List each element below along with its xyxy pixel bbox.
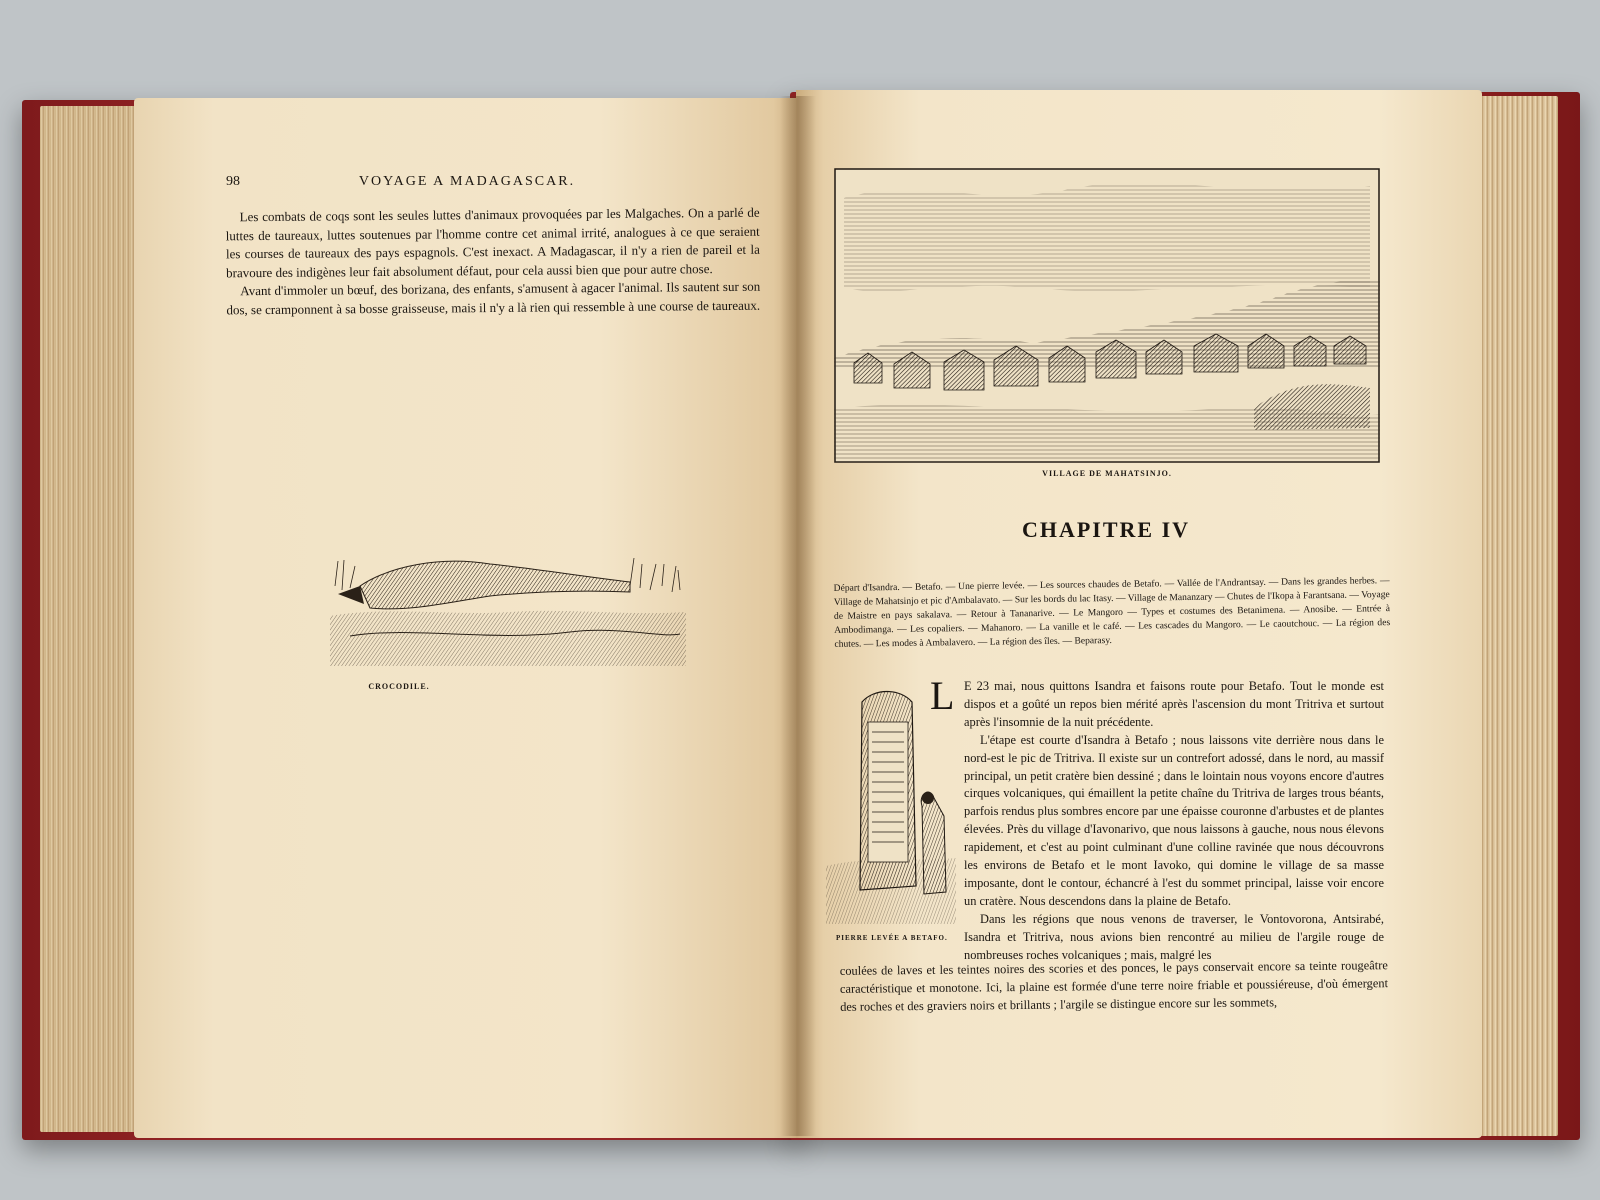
paragraph: coulées de laves et les teintes noires des scories et des ponces, le pays conservait encore sa teinte rougeâtre caractéristique et monotone. Ici, la plaine est formée d'une terre noire friable et poussiéreuse, d'où émergent des roches et des graviers noirs et brillants ; l'argile se distingue encore sur les sommets, [839,958,1389,1014]
running-head-title: VOYAGE A MADAGASCAR. [358,174,576,189]
running-head [134,174,800,194]
chapter-body-text-continued [840,957,1389,1016]
left-page [134,98,800,1138]
page-number: 98 [226,174,240,189]
paragraph: Avant d'immoler un bœuf, des borizana, des enfants, s'amusent à agacer l'animal. Ils sautent sur son dos, se cramponnent à sa bosse graisseuse, mais il n'y a là rien qui ressemble à une course de taureaux. [226,279,761,318]
village-illustration [834,168,1380,463]
paragraph: E 23 mai, nous quittons Isandra et faisons route pour Betafo. Tout le monde est dispos et a goûté un repos bien mérité après l'ascension du mont Tritriva et surtout après l'insomnie de la nuit précédente. [964,679,1384,729]
crocodile-illustration [330,546,686,666]
page-edges-right [1474,96,1558,1136]
left-page-text [226,204,761,320]
paragraph: Dans les régions que nous venons de traverser, le Vontovorona, Antsirabé, Isandra et Tritriva, nous avions bien rencontré au milieu de l'argile rouge de nombreuses roches volcaniques ; mais, malgré les [964,911,1384,962]
book-gutter [780,96,816,1136]
crocodile-caption: CROCODILE. [368,682,430,691]
right-page [796,90,1482,1138]
paragraph: Les combats de coqs sont les seules luttes d'animaux provoquées par les Malgaches. On a parlé de luttes de taureaux, luttes soutenues par l'homme contre cet animal irrité, analogues à ce que seraient les courses de taureaux des pays espagnols. C'est inexact. A Madagascar, il n'y a rien de pareil et la bravoure des indigènes leur fait absolument défaut, pour cela aussi bien que pour autre chose. [225,204,760,281]
paragraph: L'étape est courte d'Isandra à Betafo ; nous laissons vite derrière nous dans le nord-est le pic de Tritriva. Il existe sur un contrefort adossé, dans le nord, au massif principal, un petit cratère bien dessiné ; dans le lointain nous voyons encore d'autres cirques volcaniques, qui émaillent la petite chaîne du Tritriva de larges trous béants, parfois rendus plus sombres encore par une épaisse couronne d'arbustes et de plantes élevées. Près du village d'Iavonarivo, que nous laissons à gauche, nous nous élevons rapidement, et c'est au point culminant d'une colline ravinée que nous découvrons les environs de Betafo et le mont Iavoko, qui domine le village de sa masse imposante, dont le contour, échancré à l'est du sommet principal, laisse voir encore un cratère. Nous descendons dans la plaine de Betafo. [964,732,1384,908]
chapter-body-text [964,678,1384,965]
chapter-title: CHAPITRE IV [1021,517,1191,542]
standing-stone-illustration [826,686,956,924]
page-edges-left [40,106,140,1132]
chapter-summary: Départ d'Isandra. — Betafo. — Une pierre levée. — Les sources chaudes de Betafo. — Vallée de l'Andrantsay. — Dans les grandes herbes. — Village de Mahatsinjo et pic d'Ambalavato. — Sur les bords du lac Itasy. — Village de Mananzary — Chutes de l'Ikopa à Farantsana. — Voyage de Maistre en pays sakalava. — Retour à Tananarive. — Le Mangoro — Types et costumes des Betanimena. — Anosibe. — Entrée à Ambodimanga. — Les copaliers. — Mahanoro. — La vanille et le café. — Les cascades du Mangoro. — Le caoutchouc. — La région des chutes. — Les modes à Ambalavero. — La région des îles. — Beparasy. [833,575,1391,650]
standing-stone-caption: PIERRE LEVÉE A BETAFO. [836,934,948,942]
village-caption: VILLAGE DE MAHATSINJO. [1042,469,1172,478]
drop-cap: L [930,673,955,718]
